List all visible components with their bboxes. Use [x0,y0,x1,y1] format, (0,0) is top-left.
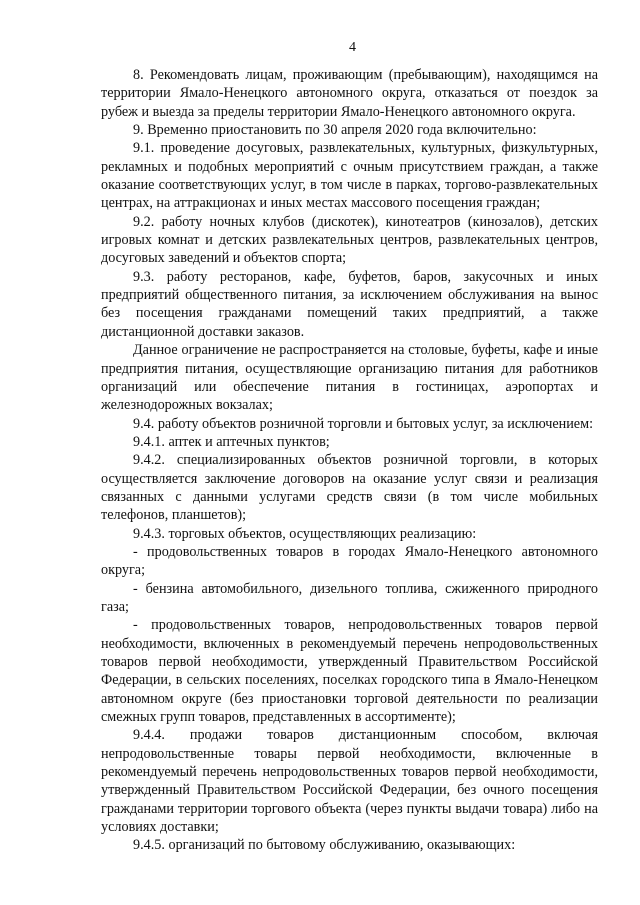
paragraph-restriction-note: Данное ограничение не распространяется на столовые, буфеты, кафе и иные предприятия питания, осуществляющие организацию питания для работников организаций или обеспечение питания в гостиницах, аэропортах и железнодорожных вокзалах; [101,342,598,414]
paragraph-item-9-4: 9.4. работу объектов розничной торговли и бытовых услуг, за исключением: [133,415,594,432]
page-number: 4 [349,40,356,55]
paragraph-item-8: 8. Рекомендовать лицам, проживающим (пребывающим), находящимся на территории Ямало-Ненецкого автономного округа, отказаться от поездок за рубеж и выезда за пределы территории Ямало-Ненецкого автономного округа. [101,67,598,120]
paragraph-item-9-4-4: 9.4.4. продажи товаров дистанционным способом, включая непродовольственные товары первой необходимости, включенные в рекомендуемый перечень непродовольственных товаров первой необходимости, утвержденный Правительством Российской Федерации, без очного посещения гражданами территории торгового объекта (через пункты выдачи товара) либо на условиях доставки; [101,727,598,836]
paragraph-item-9: 9. Временно приостановить по 30 апреля 2020 года включительно: [133,122,537,139]
paragraph-item-9-4-2: 9.4.2. специализированных объектов розничной торговли, в которых осуществляется заключение договоров на оказание услуг связи и реализация связанных с данными услугами средств связи (в том числе мобильных телефонов, планшетов); [101,452,598,524]
paragraph-item-9-4-1: 9.4.1. аптек и аптечных пунктов; [133,433,330,450]
paragraph-item-9-3: 9.3. работу ресторанов, кафе, буфетов, баров, закусочных и иных предприятий общественного питания, за исключением обслуживания на вынос без посещения гражданами помещений таких предприятий, а также дистанционной доставки заказов. [101,268,598,340]
document-body [101,66,598,855]
paragraph-dash-rural-goods: - продовольственных товаров, непродовольственных товаров первой необходимости, включенных в рекомендуемый перечень непродовольственных товаров первой необходимости, утвержденный Правительством Российской Федерации, в сельских поселениях, поселках городского типа в Ямало-Ненецком автономном округе (без приостановки торговой деятельности по реализации смежных групп товаров, представленных в ассортименте); [101,617,598,726]
paragraph-item-9-1: 9.1. проведение досуговых, развлекательных, культурных, физкультурных, рекламных и подобных мероприятий с очным присутствием граждан, а также оказание соответствующих услуг, в том числе в парках, торгово-развлекательных центрах, на аттракционах и иных местах массового посещения граждан; [101,140,598,212]
paragraph-dash-fuel: - бензина автомобильного, дизельного топлива, сжиженного природного газа; [101,580,598,615]
paragraph-item-9-4-5: 9.4.5. организаций по бытовому обслуживанию, оказывающих: [133,837,516,854]
paragraph-item-9-4-3: 9.4.3. торговых объектов, осуществляющих реализацию: [133,525,477,542]
paragraph-item-9-2: 9.2. работу ночных клубов (дискотек), кинотеатров (кинозалов), детских игровых комнат и детских развлекательных центров, развлекательных центров, досуговых заведений и объектов спорта; [101,213,598,267]
paragraph-dash-food-goods: - продовольственных товаров в городах Ямало-Ненецкого автономного округа; [101,543,598,579]
